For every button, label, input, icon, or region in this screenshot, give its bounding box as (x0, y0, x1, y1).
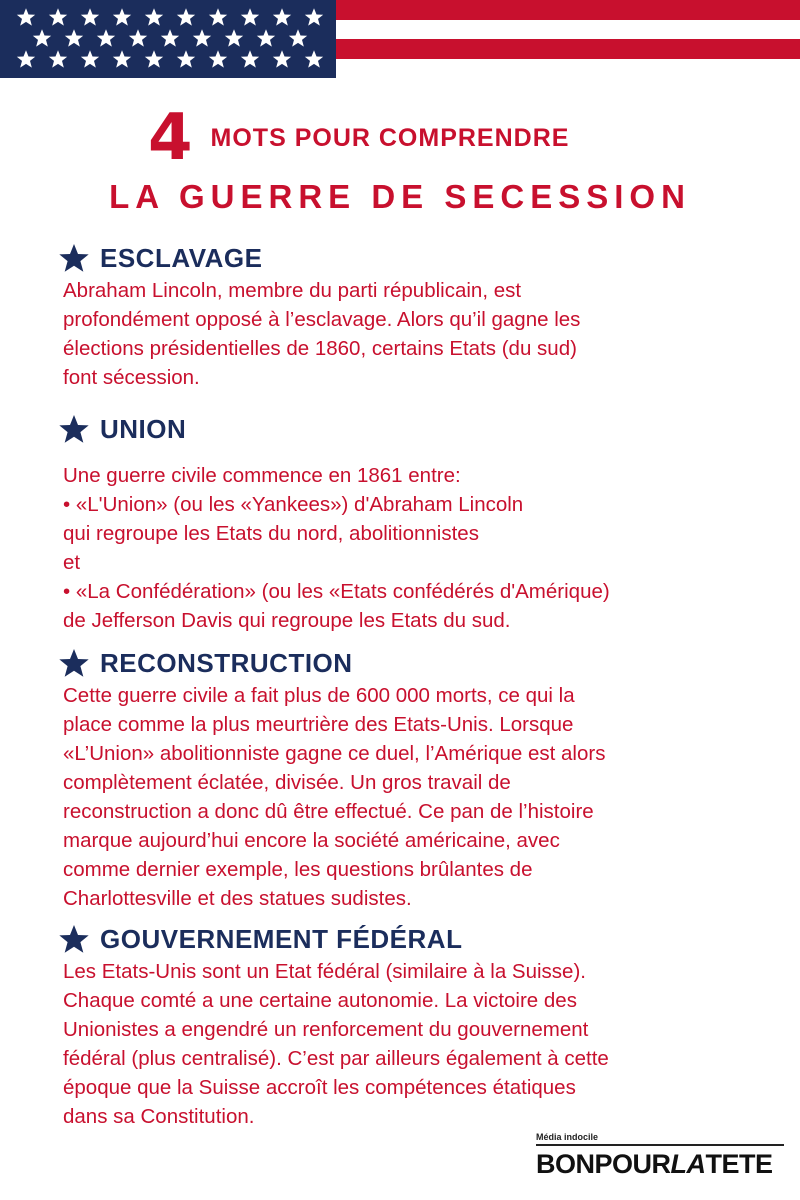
flag-star-icon (48, 49, 68, 69)
logo-part1: BONPOUR (536, 1149, 671, 1179)
flag-star-icon (272, 7, 292, 27)
flag-star-icon (192, 28, 212, 48)
text-line: complètement éclatée, divisée. Un gros travail de (63, 771, 511, 794)
logo-part3: TETE (705, 1149, 773, 1179)
flag-star-icon (16, 49, 36, 69)
flag-star-icon (288, 28, 308, 48)
flag-star-icon (144, 49, 164, 69)
flag-star-icon (256, 28, 276, 48)
flag-star-icon (240, 49, 260, 69)
section-title: ESCLAVAGE (100, 242, 263, 273)
flag-star-icon (128, 28, 148, 48)
flag-star-icon (176, 49, 196, 69)
flag-star-icon (272, 49, 292, 69)
section-header (58, 921, 758, 957)
list-item: • «La Confédération» (ou les «Etats confédérés d'Amérique) (63, 580, 610, 603)
star-icon (58, 242, 90, 274)
flag-star-icon (112, 49, 132, 69)
text-line: reconstruction a donc dû être effectué. Ce pan de l’histoire (63, 800, 594, 823)
list-item: • «L'Union» (ou les «Yankees») d'Abraham Lincoln (63, 493, 524, 516)
title-line1: MOTS POUR COMPRENDRE (210, 123, 570, 152)
flag-star-icon (160, 28, 180, 48)
text-line: profondément opposé à l’esclavage. Alors qu’il gagne les (63, 308, 581, 331)
section-esclavage (58, 240, 758, 392)
text-line: Une guerre civile commence en 1861 entre: (63, 464, 461, 487)
flag-star-icon (144, 7, 164, 27)
logo-part2: LA (670, 1149, 706, 1179)
text-line: de Jefferson Davis qui regroupe les Etats du sud. (63, 609, 511, 632)
section-header (58, 240, 758, 276)
text-line: place comme la plus meurtrière des Etats-Unis. Lorsque (63, 713, 574, 736)
text-line: Cette guerre civile a fait plus de 600 000 morts, ce qui la (63, 684, 575, 707)
flag-star-icon (16, 7, 36, 27)
text-line: Chaque comté a une certaine autonomie. La victoire des (63, 989, 577, 1012)
text-line: Abraham Lincoln, membre du parti républicain, est (63, 279, 522, 302)
section-title: GOUVERNEMENT FÉDÉRAL (100, 923, 463, 954)
text-line: Unionistes a engendré un renforcement du gouvernement (63, 1018, 589, 1041)
flag-star-icon (96, 28, 116, 48)
flag-star-icon (304, 7, 324, 27)
section-reconstruction (58, 645, 758, 913)
american-flag-banner (0, 0, 800, 78)
flag-star-icon (224, 28, 244, 48)
flag-star-icon (304, 49, 324, 69)
text-line: dans sa Constitution. (63, 1105, 255, 1128)
title-row (148, 101, 570, 175)
logo-tagline: Média indocile (536, 1132, 599, 1142)
flag-star-icon (64, 28, 84, 48)
text-line: qui regroupe les Etats du nord, abolitionnistes (63, 522, 479, 545)
section-gouvernement-federal (58, 921, 758, 1131)
section-union (58, 411, 758, 635)
flag-star-icon (208, 7, 228, 27)
logo-divider (536, 1144, 784, 1146)
text-line: élections présidentielles de 1860, certains Etats (du sud) (63, 337, 577, 360)
section-title: RECONSTRUCTION (100, 647, 353, 678)
flag-star-icon (112, 7, 132, 27)
text-line: marque aujourd’hui encore la société américaine, avec (63, 829, 560, 852)
section-header (58, 411, 758, 447)
section-body (63, 681, 758, 913)
flag-star-icon (48, 7, 68, 27)
logo-wordmark (536, 1149, 784, 1180)
text-line: «L’Union» abolitionniste gagne ce duel, l’Amérique est alors (63, 742, 606, 765)
title-number: 4 (148, 101, 191, 175)
flag-star-icon (80, 49, 100, 69)
text-line: fédéral (plus centralisé). C’est par ailleurs également à cette (63, 1047, 609, 1070)
page-title: LA GUERRE DE SECESSION (109, 178, 691, 215)
section-header (58, 645, 758, 681)
bonpourlatete-logo (536, 1132, 784, 1180)
text-line: Les Etats-Unis sont un Etat fédéral (similaire à la Suisse). (63, 960, 586, 983)
flag-star-icon (80, 7, 100, 27)
text-line: comme dernier exemple, les questions brûlantes de (63, 858, 533, 881)
flag-star-icon (176, 7, 196, 27)
section-title: UNION (100, 413, 187, 444)
section-body (63, 957, 758, 1131)
text-line: Charlottesville et des statues sudistes. (63, 887, 412, 910)
section-body (63, 461, 758, 635)
star-icon (58, 413, 90, 445)
section-body (63, 276, 758, 392)
flag-star-icon (240, 7, 260, 27)
text-line: font sécession. (63, 366, 200, 389)
flag-star-icon (32, 28, 52, 48)
star-icon (58, 923, 90, 955)
star-icon (58, 647, 90, 679)
text-line: et (63, 551, 81, 574)
flag-canton (0, 0, 336, 78)
text-line: époque que la Suisse accroît les compétences étatiques (63, 1076, 576, 1099)
flag-star-icon (208, 49, 228, 69)
